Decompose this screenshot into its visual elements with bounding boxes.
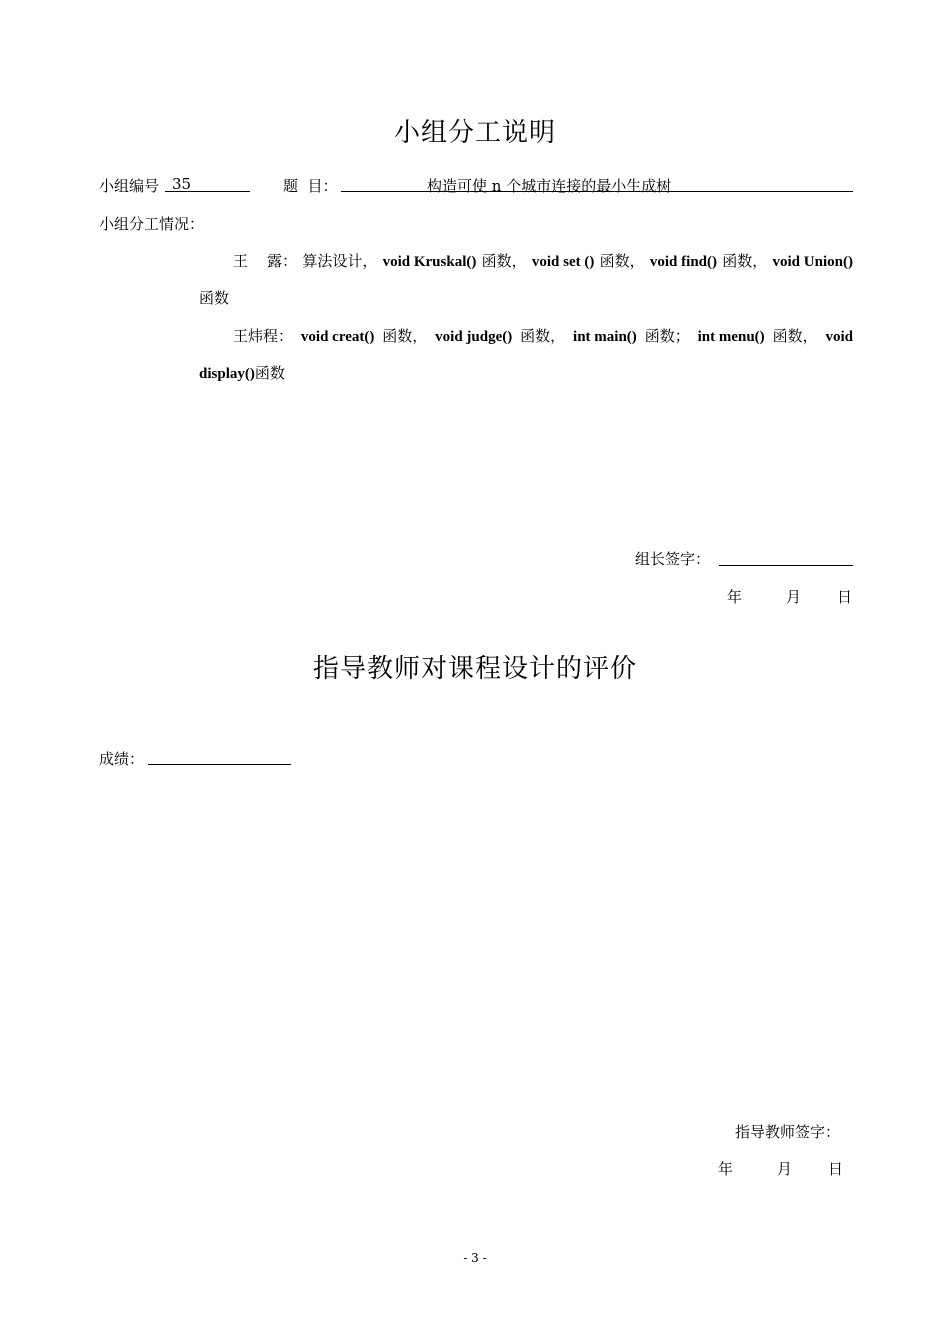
section-title-evaluation: 指导教师对课程设计的评价 <box>312 654 637 684</box>
member-1-part-3: 函数， <box>481 252 527 270</box>
member-2-part-7: int menu() <box>697 329 765 345</box>
member-1-part-8: void Union() <box>772 254 853 270</box>
group-number-underline <box>165 191 250 192</box>
teacher-date-year: 年 <box>718 1160 734 1178</box>
member-1-name: 王 露： <box>233 252 298 270</box>
member-2-line-2-text: 函数 <box>254 364 285 382</box>
member-2-part-6: 函数； <box>644 327 690 345</box>
member-2-part-4: 函数， <box>520 327 566 345</box>
page-number: - 3 - <box>463 1251 487 1265</box>
member-2-part-1: void creat() <box>300 329 375 345</box>
member-1-line-2: 函数 <box>199 289 230 307</box>
leader-sign-label: 组长签字： <box>635 550 711 568</box>
member-2-part-5: int main() <box>573 329 637 345</box>
member-1-line <box>233 250 853 271</box>
teacher-date-day: 日 <box>828 1160 844 1178</box>
member-1-part-2: void Kruskal() <box>382 254 477 270</box>
member-2-part-3: void judge() <box>435 329 513 345</box>
member-2-line-2 <box>199 362 285 383</box>
member-2-part-8: 函数， <box>772 327 818 345</box>
topic-label: 题 目： <box>283 177 338 195</box>
member-2-line-2-code: display() <box>199 366 255 382</box>
topic-underline <box>341 191 853 192</box>
topic-value: 构造可使 n 个城市连接的最小生成树 <box>427 177 672 195</box>
leader-sign-line <box>719 565 853 566</box>
member-1-part-5: 函数， <box>599 252 645 270</box>
teacher-date-month: 月 <box>777 1160 793 1178</box>
division-label: 小组分工情况： <box>99 215 205 233</box>
member-2-part-2: 函数， <box>382 327 428 345</box>
section-title-division: 小组分工说明 <box>393 118 556 148</box>
grade-label: 成绩： <box>99 750 145 768</box>
group-number-value: 35 <box>172 175 192 193</box>
leader-date-month: 月 <box>786 588 802 606</box>
group-number-label: 小组编号 <box>99 177 160 195</box>
grade-line <box>148 764 291 765</box>
member-1-part-4: void set () <box>531 254 595 270</box>
leader-date-day: 日 <box>837 588 853 606</box>
member-1-part-7: 函数， <box>722 252 768 270</box>
member-2-line <box>233 325 853 346</box>
teacher-sign-label: 指导教师签字： <box>735 1123 841 1141</box>
member-2-part-9: void <box>825 329 853 345</box>
member-1-part-1: 算法设计， <box>302 252 378 270</box>
member-1-part-6: void find() <box>649 254 717 270</box>
member-2-name: 王炜程： <box>233 327 294 345</box>
leader-date-year: 年 <box>727 588 743 606</box>
